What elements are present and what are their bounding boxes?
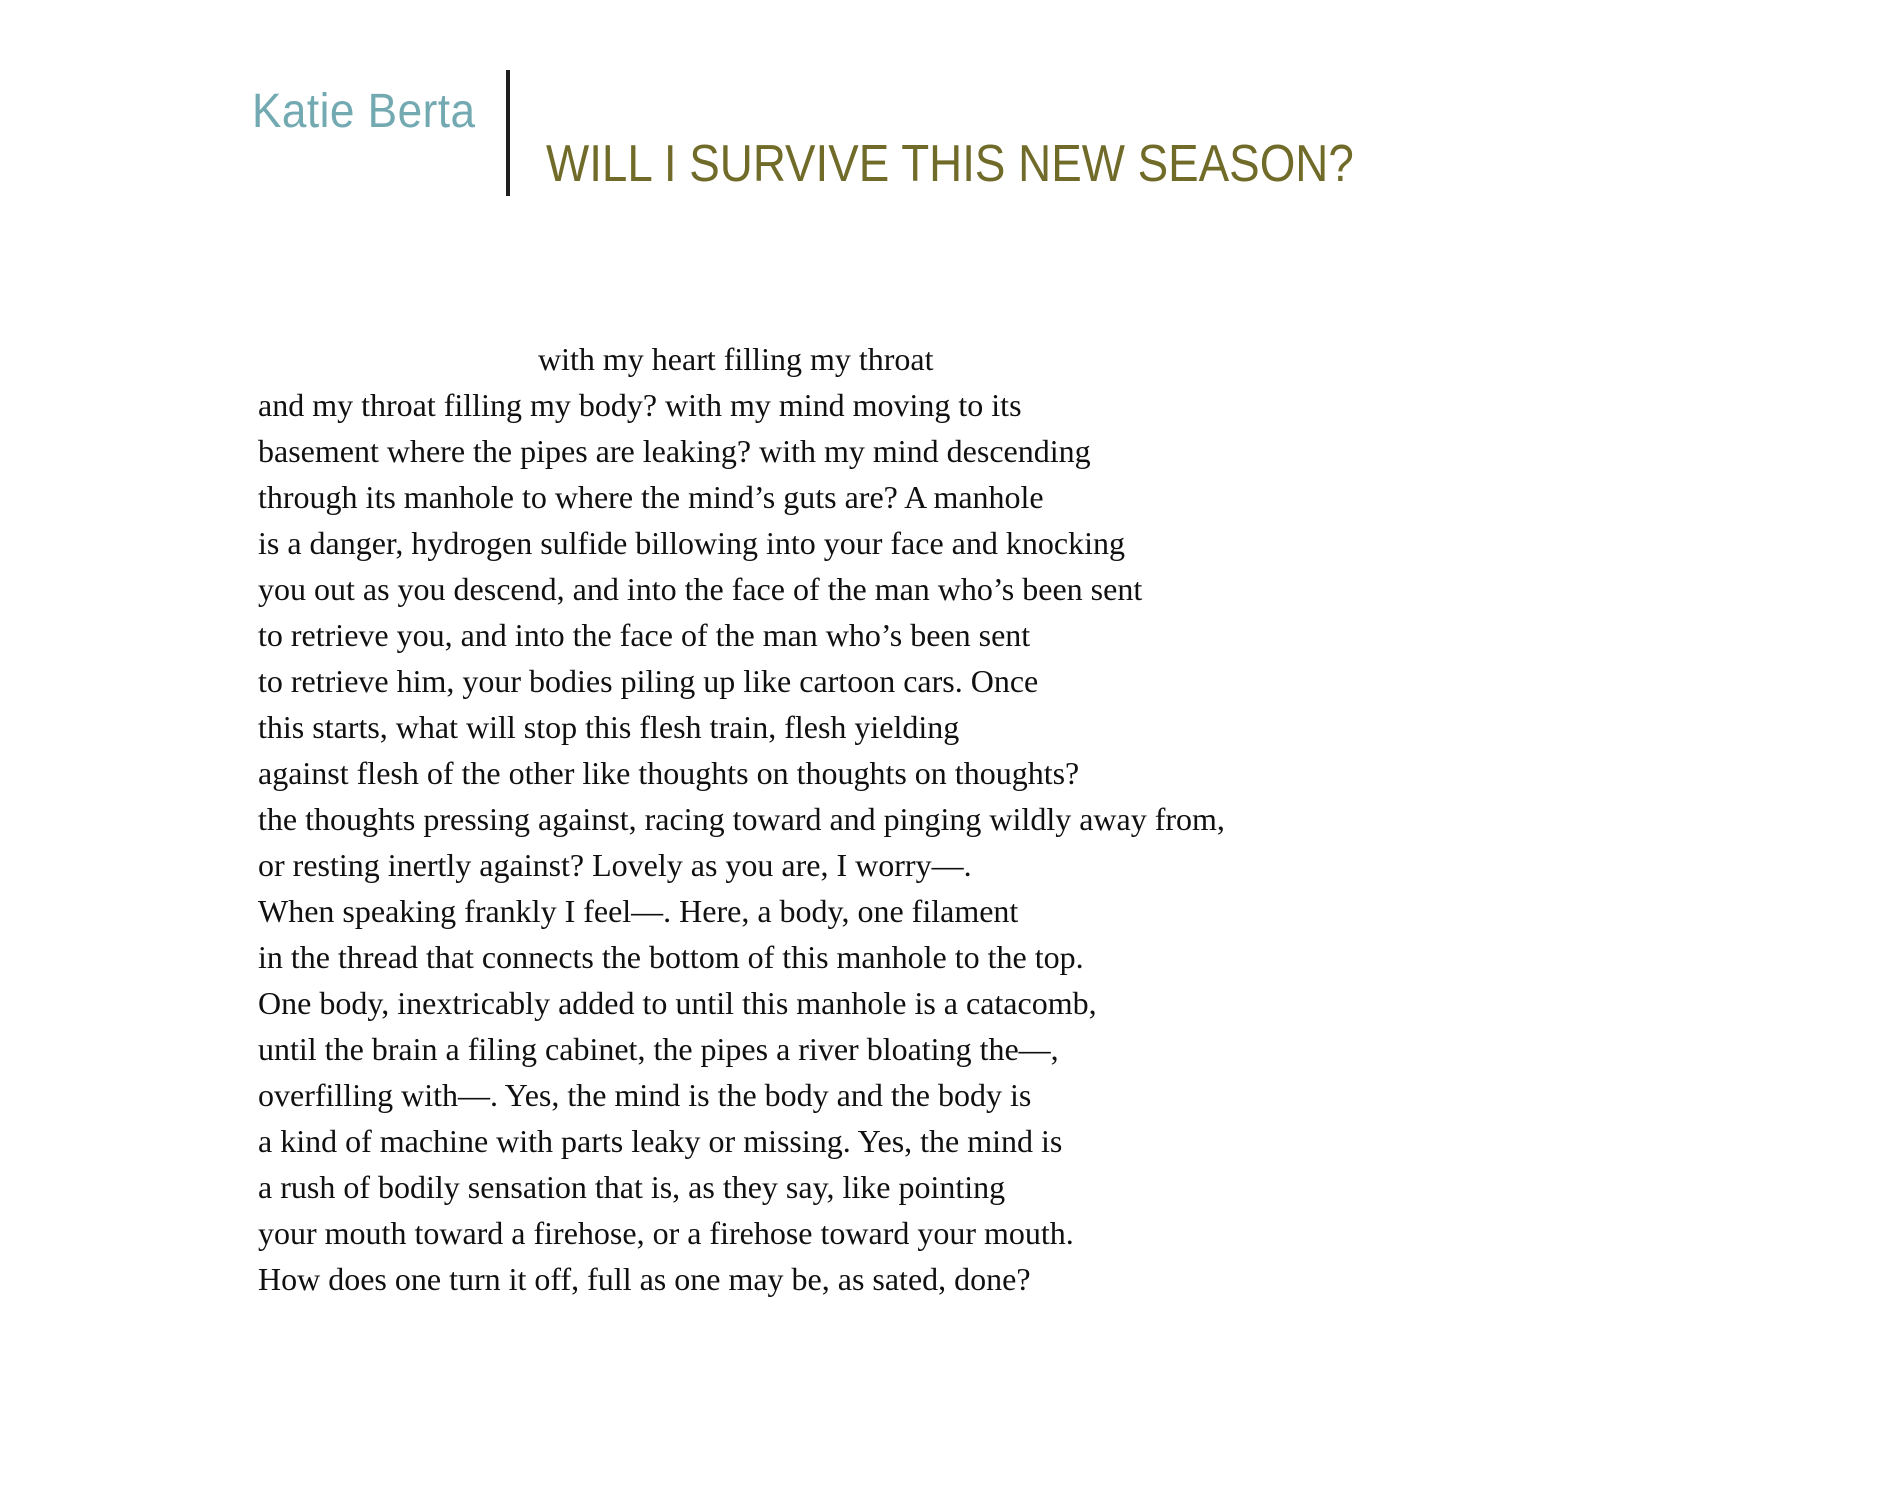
poem-line: or resting inertly against? Lovely as you are, I worry—. <box>258 847 972 883</box>
poem-line: to retrieve him, your bodies piling up like cartoon cars. Once <box>258 663 1039 699</box>
poem-line: When speaking frankly I feel—. Here, a body, one filament <box>258 893 1019 929</box>
poem-title: WILL I SURVIVE THIS NEW SEASON? <box>546 135 1354 193</box>
poem-line: a kind of machine with parts leaky or missing. Yes, the mind is <box>258 1123 1063 1159</box>
poem-line: is a danger, hydrogen sulfide billowing into your face and knocking <box>258 525 1125 561</box>
poem-line: One body, inextricably added to until this manhole is a catacomb, <box>258 985 1097 1021</box>
poem-line: through its manhole to where the mind’s guts are? A manhole <box>258 479 1044 515</box>
poem-line: the thoughts pressing against, racing toward and pinging wildly away from, <box>258 801 1225 837</box>
poem-line: basement where the pipes are leaking? with my mind descending <box>258 433 1091 469</box>
poem-line: until the brain a filing cabinet, the pipes a river bloating the—, <box>258 1031 1059 1067</box>
poem-line: How does one turn it off, full as one may be, as sated, done? <box>258 1261 1031 1297</box>
poem-line: against flesh of the other like thoughts on thoughts on thoughts? <box>258 755 1080 791</box>
poem-line: with my heart filling my throat <box>538 341 934 377</box>
poem-body <box>258 336 1458 1302</box>
poem-line: this starts, what will stop this flesh train, flesh yielding <box>258 709 960 745</box>
poem-line: your mouth toward a firehose, or a firehose toward your mouth. <box>258 1215 1074 1251</box>
poem-line: to retrieve you, and into the face of the man who’s been sent <box>258 617 1031 653</box>
author-name: Katie Berta <box>252 85 476 138</box>
poem-line: in the thread that connects the bottom of this manhole to the top. <box>258 939 1084 975</box>
header-divider-rule <box>506 70 510 196</box>
poem-line: a rush of bodily sensation that is, as they say, like pointing <box>258 1169 1006 1205</box>
poem-line: you out as you descend, and into the face of the man who’s been sent <box>258 571 1143 607</box>
poem-line: and my throat filling my body? with my mind moving to its <box>258 387 1022 423</box>
poem-line: overfilling with—. Yes, the mind is the body and the body is <box>258 1077 1032 1113</box>
